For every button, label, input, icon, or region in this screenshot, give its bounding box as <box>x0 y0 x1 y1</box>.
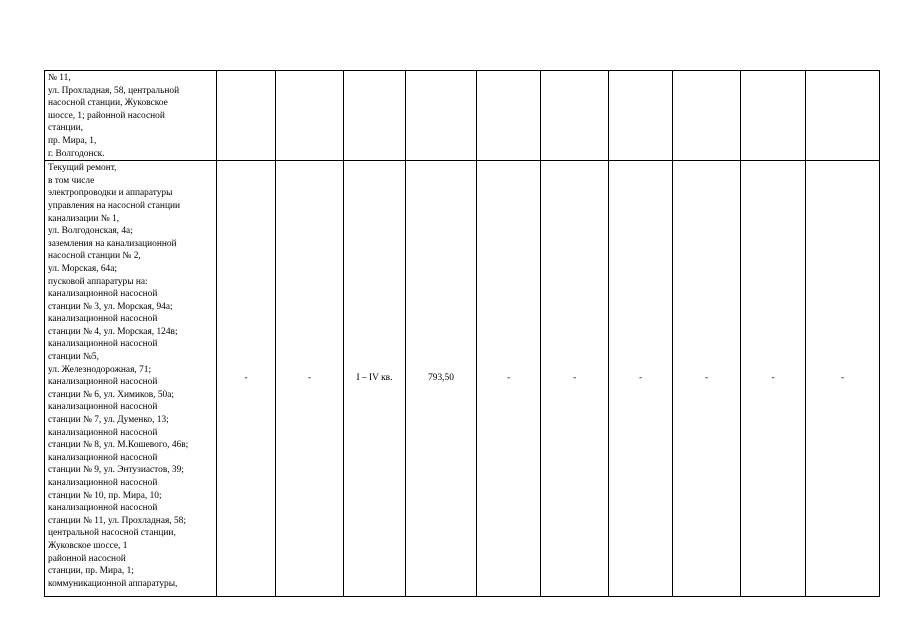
description-line: станции № 10, пр. Мира, 10; <box>48 490 162 501</box>
description-line: коммуникационной аппаратуры, <box>48 578 178 589</box>
description-line: станции, <box>48 123 83 134</box>
table-cell: - <box>673 161 741 597</box>
table-cell: - <box>741 161 806 597</box>
work-description-cell <box>45 161 217 597</box>
table-cell <box>806 71 880 161</box>
description-line: шоссе, 1; районной насосной <box>48 110 165 121</box>
table-cell <box>276 71 344 161</box>
description-line: № 11, <box>48 73 71 83</box>
description-line: пусковой аппаратуры на: <box>48 276 148 287</box>
table-cell <box>741 71 806 161</box>
table-cell: - <box>276 161 344 597</box>
table-row <box>45 71 880 161</box>
table-cell <box>344 71 406 161</box>
table-row <box>45 161 880 597</box>
description-line: станции № 6, ул. Химиков, 50а; <box>48 389 175 400</box>
description-line: станции № 4, ул. Морская, 124в; <box>48 326 178 337</box>
description-line: канализационной насосной <box>48 402 158 413</box>
period-cell: I – IV кв. <box>344 161 406 597</box>
description-line: канализационной насосной <box>48 339 158 350</box>
description-line: станции №5, <box>48 352 99 363</box>
description-line: ул. Волгодонская, 4а; <box>48 226 133 237</box>
description-line: Жуковское шоссе, 1 <box>48 540 128 551</box>
description-line: станции, пр. Мира, 1; <box>48 566 134 577</box>
description-line: ул. Железнодорожная, 71; <box>48 364 152 375</box>
description-line: канализации № 1, <box>48 213 120 224</box>
description-line: станции № 8, ул. М.Кошевого, 46в; <box>48 440 189 451</box>
description-line: канализационной насосной <box>48 314 158 325</box>
description-line: районной насосной <box>48 553 126 564</box>
description-line: канализационной насосной <box>48 478 158 488</box>
table-cell <box>477 71 541 161</box>
description-line: заземления на канализационной <box>48 238 177 249</box>
description-line: насосной станции, Жуковское <box>48 98 168 109</box>
table-cell <box>541 71 609 161</box>
description-line: канализационной насосной <box>48 452 158 463</box>
description-line: пр. Мира, 1, <box>48 135 97 146</box>
amount-cell: 793,50 <box>406 161 477 597</box>
description-line: ул. Морская, 64а; <box>48 263 117 274</box>
table-cell <box>406 71 477 161</box>
description-line: станции № 9, ул. Энтузиастов, 39; <box>48 465 184 476</box>
description-line: канализационной насосной <box>48 289 158 300</box>
description-line: ул. Прохладная, 58, центральной <box>48 85 180 96</box>
description-line: электропроводки и аппаратуры <box>48 188 173 199</box>
description-line: насосной станции № 2, <box>48 251 141 262</box>
description-line: г. Волгодонск. <box>48 148 105 159</box>
table-cell <box>673 71 741 161</box>
work-description-cell <box>45 71 217 161</box>
description-line: станции № 11, ул. Прохладная, 58; <box>48 515 186 526</box>
description-line: Текущий ремонт, <box>48 163 117 174</box>
description-line: канализационной насосной <box>48 503 158 514</box>
table-body <box>45 71 880 597</box>
table-cell: - <box>806 161 880 597</box>
table-cell: - <box>217 161 276 597</box>
description-line: канализационной насосной <box>48 427 158 438</box>
description-line: канализационной насосной <box>48 377 158 388</box>
table-cell <box>217 71 276 161</box>
table-cell: - <box>609 161 673 597</box>
budget-table <box>44 70 880 597</box>
table-cell <box>609 71 673 161</box>
description-line: управления на насосной станции <box>48 200 180 211</box>
description-line: в том числе <box>48 175 95 186</box>
table-cell: - <box>477 161 541 597</box>
description-line: станции № 7, ул. Думенко, 13; <box>48 415 169 426</box>
description-line: станции № 3, ул. Морская, 94а; <box>48 301 173 312</box>
description-line: центральной насосной станции, <box>48 528 176 539</box>
table-cell: - <box>541 161 609 597</box>
